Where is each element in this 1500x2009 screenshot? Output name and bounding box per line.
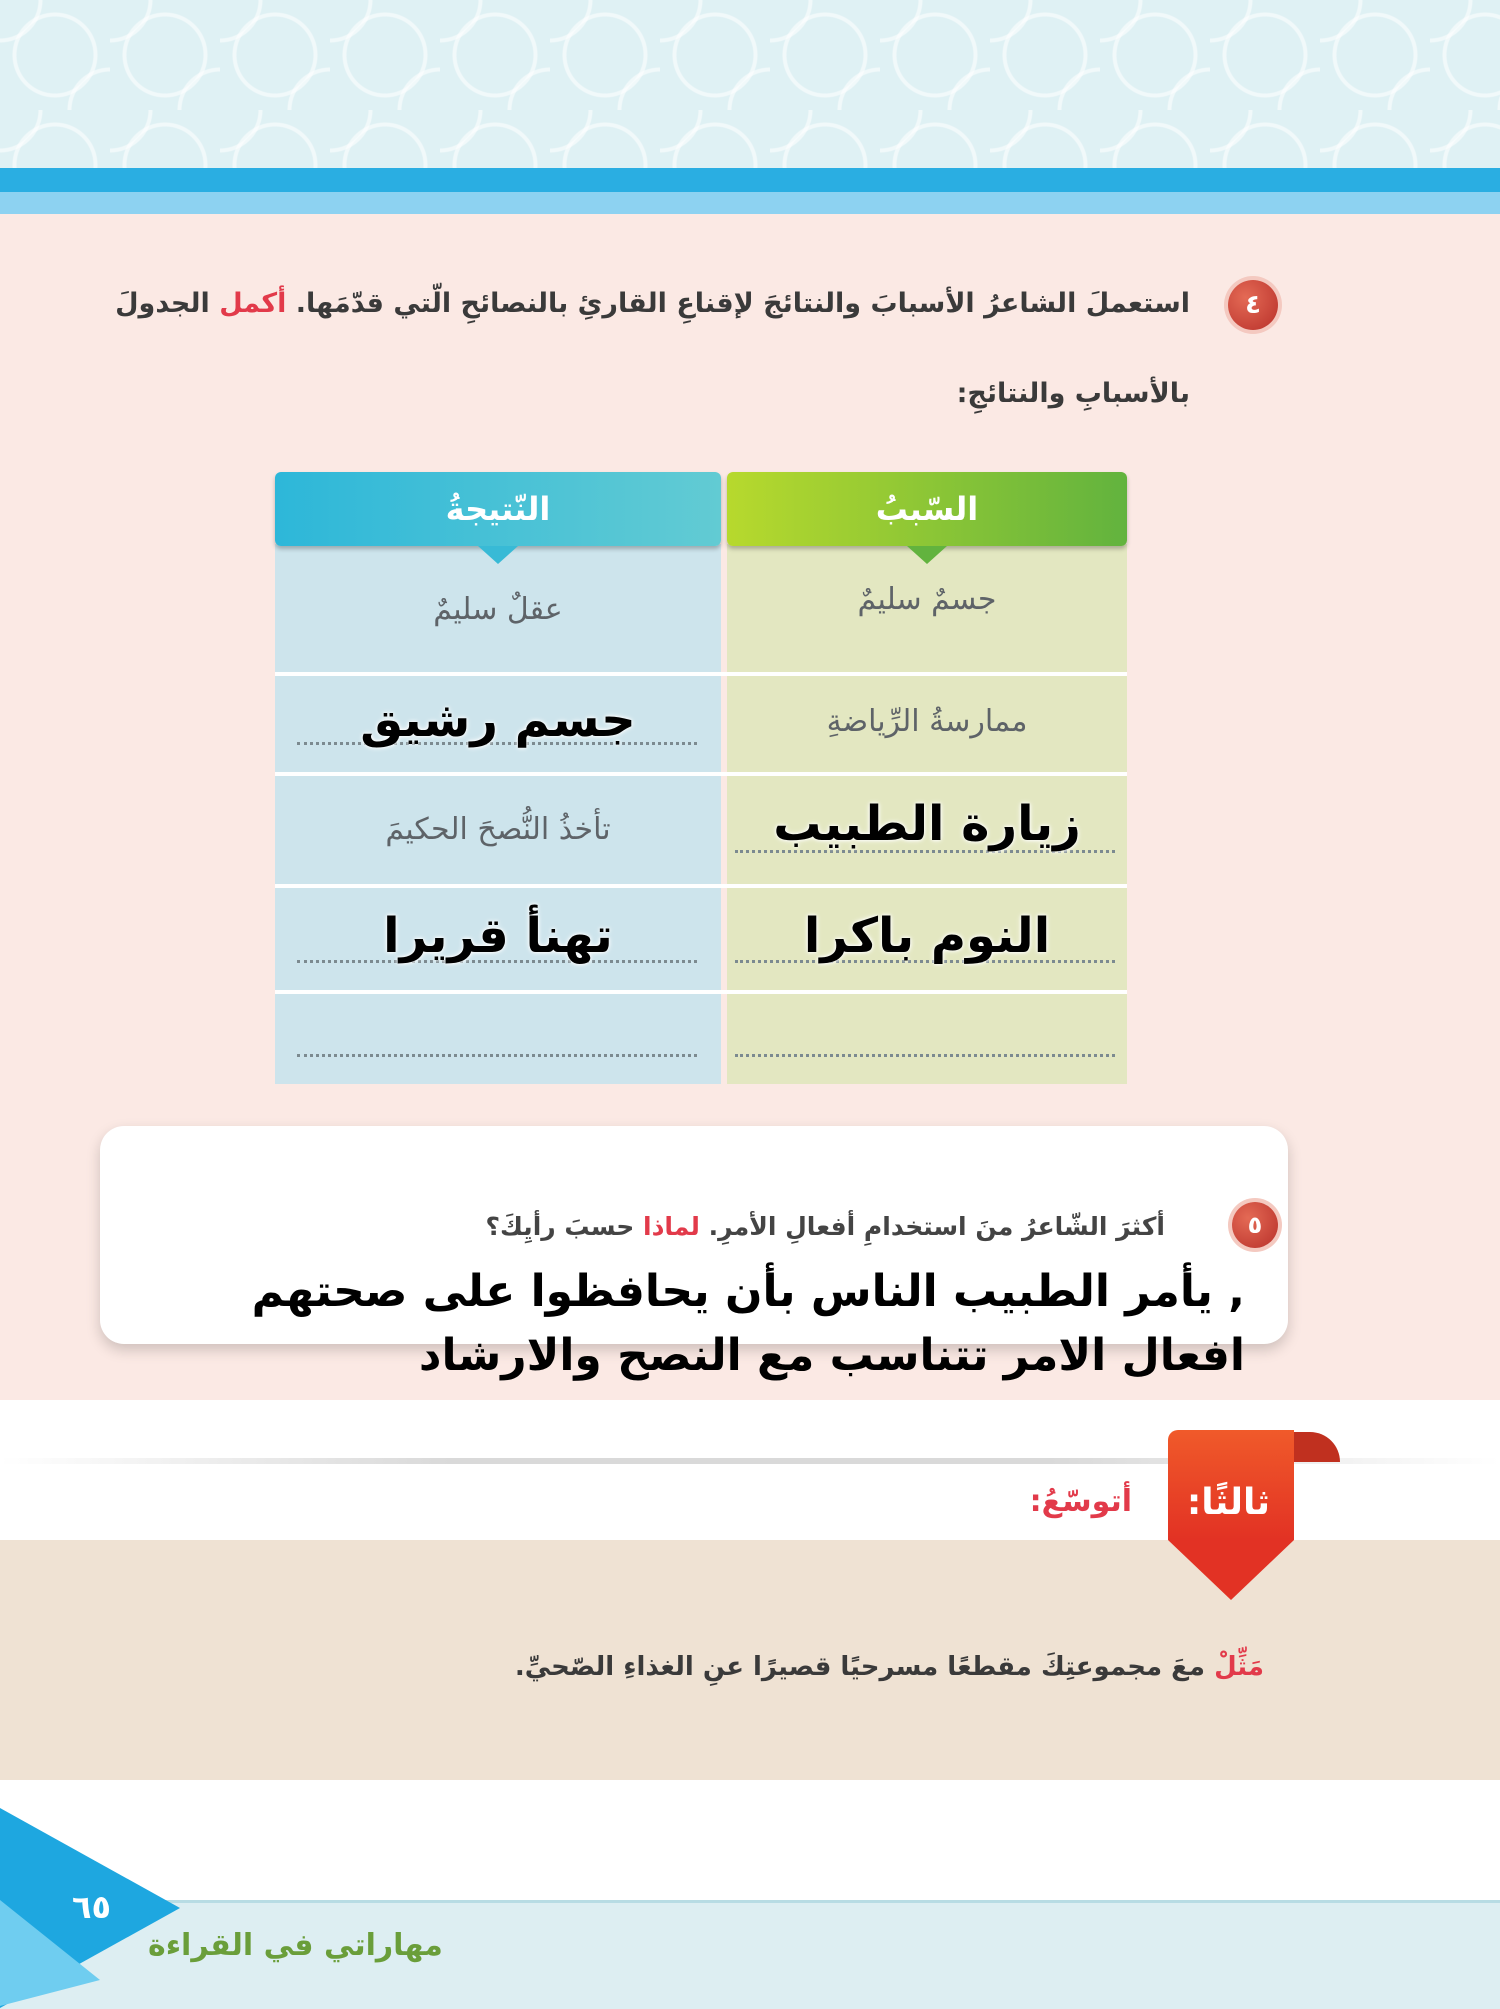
section-3-label: ثالثًا: xyxy=(1186,1482,1270,1523)
cause-result-table xyxy=(275,472,1127,1084)
question-4-badge: ٤ xyxy=(1228,280,1278,330)
result-cell: عقلٌ سليمٌ xyxy=(433,592,563,627)
question-5-answer-line1: , يأمر الطبيب الناس بأن يحافظوا على صحتهم xyxy=(251,1266,1245,1317)
cause-cell-handwritten: زيارة الطبيب xyxy=(773,796,1081,852)
result-header-notch xyxy=(478,546,518,564)
question-4-text xyxy=(115,288,1190,319)
question-5-highlight: لماذا xyxy=(643,1212,700,1241)
row-separator xyxy=(275,672,1127,676)
header-stripe xyxy=(0,168,1500,192)
row-separator xyxy=(275,990,1127,994)
question-5-text-part1: أكثرَ الشّاعرُ منَ استخدامِ أفعالِ الأمرِ. xyxy=(708,1212,1165,1241)
row-separator xyxy=(275,772,1127,776)
question-5-badge: ٥ xyxy=(1232,1202,1278,1248)
result-cell: تأخذُ النُّصحَ الحكيمَ xyxy=(385,812,611,847)
header-pattern xyxy=(0,0,1500,168)
question-4-text-part1: استعملَ الشاعرُ الأسبابَ والنتائجَ لإقناعِ القارئِ بالنصائحِ الّتي قدّمَها. xyxy=(295,288,1190,319)
answer-line xyxy=(735,1054,1115,1057)
question-4-highlight: أكمل xyxy=(219,288,287,319)
header-stripe-light xyxy=(0,192,1500,214)
answer-line xyxy=(297,1054,697,1057)
row-separator xyxy=(275,884,1127,888)
question-4-text-part2: الجدولَ xyxy=(115,288,210,319)
result-header: النّتيجةُ xyxy=(275,472,721,546)
section-3-task xyxy=(515,1652,1264,1682)
cause-cell: ممارسةُ الرِّياضةِ xyxy=(826,704,1028,739)
page-number: ٦٥ xyxy=(72,1888,112,1926)
book-title: مهاراتي في القراءة xyxy=(148,1928,443,1963)
cause-header: السّببُ xyxy=(727,472,1127,546)
section-3-title: أتوسّعُ: xyxy=(1029,1484,1132,1519)
cause-header-notch xyxy=(907,546,947,564)
cause-cell: جسمٌ سليمٌ xyxy=(857,582,997,617)
section-3-task-text: معَ مجموعتِكَ مقطعًا مسرحيًا قصيرًا عنِ الغذاءِ الصّحيِّ. xyxy=(514,1652,1206,1682)
result-cell-handwritten: جسم رشيق xyxy=(360,692,636,748)
result-cell-handwritten: تهنأ قريرا xyxy=(383,908,613,964)
question-4-text-line2: بالأسبابِ والنتائجِ: xyxy=(956,378,1190,409)
ribbon-arrow xyxy=(1168,1540,1294,1600)
cause-cell-handwritten: النوم باكرا xyxy=(803,908,1051,964)
question-5-answer-line2: افعال الامر تتناسب مع النصح والارشاد xyxy=(418,1330,1245,1381)
question-5-text xyxy=(486,1212,1165,1241)
section-3-task-highlight: مَثِّلْ xyxy=(1214,1652,1264,1682)
question-5-text-part2: حسبَ رأيِكَ؟ xyxy=(485,1212,635,1241)
